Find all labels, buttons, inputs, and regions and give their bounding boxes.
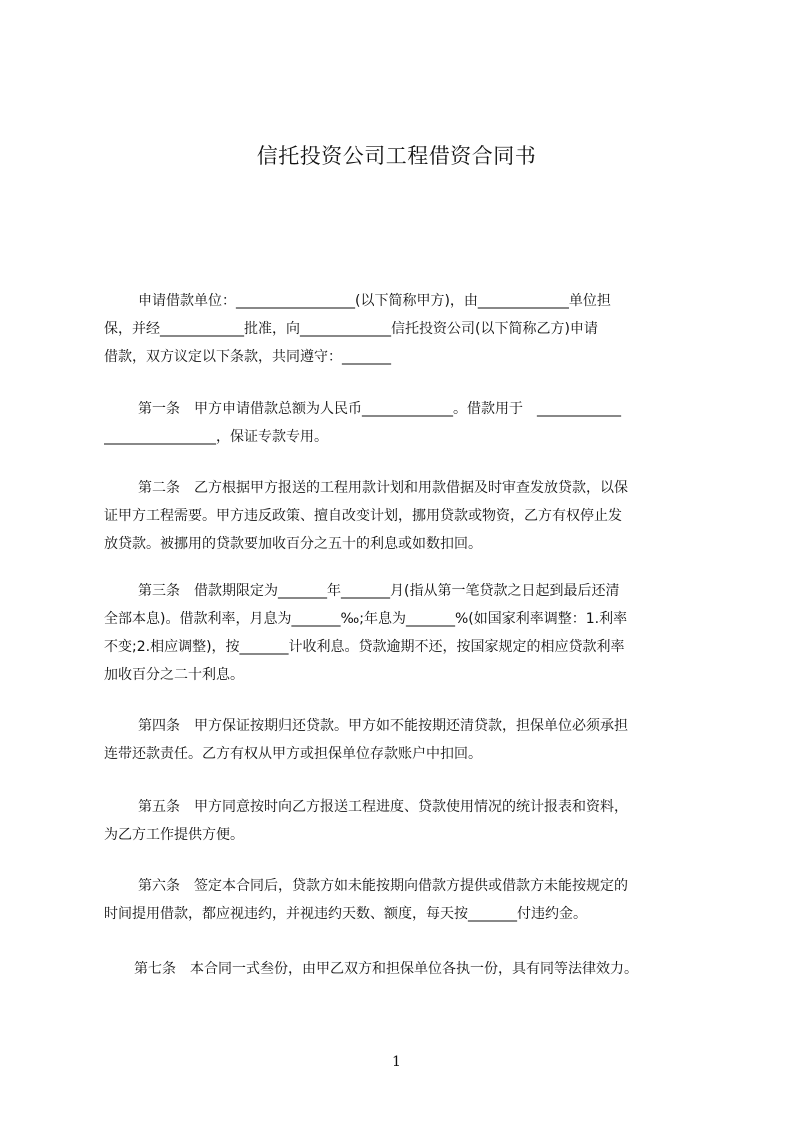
paragraph-line: 第一条 甲方申请借款总额为人民币_____________。借款用于 ____________	[138, 401, 621, 417]
article-1	[104, 395, 702, 451]
article-6	[104, 872, 702, 928]
paragraph-line: 保，并经____________批准，向_____________信托投资公司(以下简称乙方)申请	[104, 321, 598, 337]
paragraph-line: 证甲方工程需要。甲方违反政策、擅自改变计划，挪用贷款或物资，乙方有权停止发	[104, 508, 622, 524]
paragraph-line: 加收百分之二十利息。	[104, 667, 244, 683]
paragraph-line: 全部本息)。借款利率，月息为_______‰;年息为_______%(如国家利率调整：1.利率	[104, 611, 628, 627]
article-4	[104, 712, 702, 768]
page-number: 1	[392, 1054, 401, 1070]
article-2	[104, 474, 702, 558]
article-5	[104, 793, 702, 849]
paragraph-line: 第五条 甲方同意按时向乙方报送工程进度、贷款使用情况的统计报表和资料，	[138, 799, 628, 815]
paragraph-line: 第六条 签定本合同后，贷款方如未能按期向借款方提供或借款方未能按规定的	[138, 878, 628, 894]
paragraph-line: 第七条 本合同一式叁份，由甲乙双方和担保单位各执一份，具有同等法律效力。	[134, 961, 638, 977]
paragraph-line: 不变;2.相应调整)，按_______计收利息。贷款逾期不还，按国家规定的相应贷款利率	[104, 639, 625, 655]
paragraph-line: ________________，保证专款专用。	[104, 429, 328, 445]
paragraph-line: 时间提用借款，都应视违约，并视违约天数、额度，每天按_______付违约金。	[104, 906, 587, 922]
article-3	[104, 577, 702, 689]
document-title: 信托投资公司工程借资合同书	[256, 144, 537, 168]
paragraph-line: 第四条 甲方保证按期归还贷款。甲方如不能按期还清贷款，担保单位必须承担	[138, 718, 628, 734]
paragraph-line: 第二条 乙方根据甲方报送的工程用款计划和用款借据及时审查发放贷款，以保	[138, 480, 628, 496]
paragraph-line: 申请借款单位：_________________(以下简称甲方)，由_____________单位担	[138, 293, 611, 309]
article-7	[104, 955, 702, 983]
paragraph-line: 为乙方工作提供方便。	[104, 827, 244, 843]
paragraph-line: 放贷款。被挪用的贷款要加收百分之五十的利息或如数扣回。	[104, 536, 482, 552]
paragraph-applicant	[104, 287, 702, 371]
paragraph-line: 借款，双方议定以下条款，共同遵守：_______	[104, 349, 391, 365]
paragraph-line: 连带还款责任。乙方有权从甲方或担保单位存款账户中扣回。	[104, 746, 482, 762]
paragraph-line: 第三条 借款期限定为_______年_______月(指从第一笔贷款之日起到最后还清	[138, 583, 620, 599]
